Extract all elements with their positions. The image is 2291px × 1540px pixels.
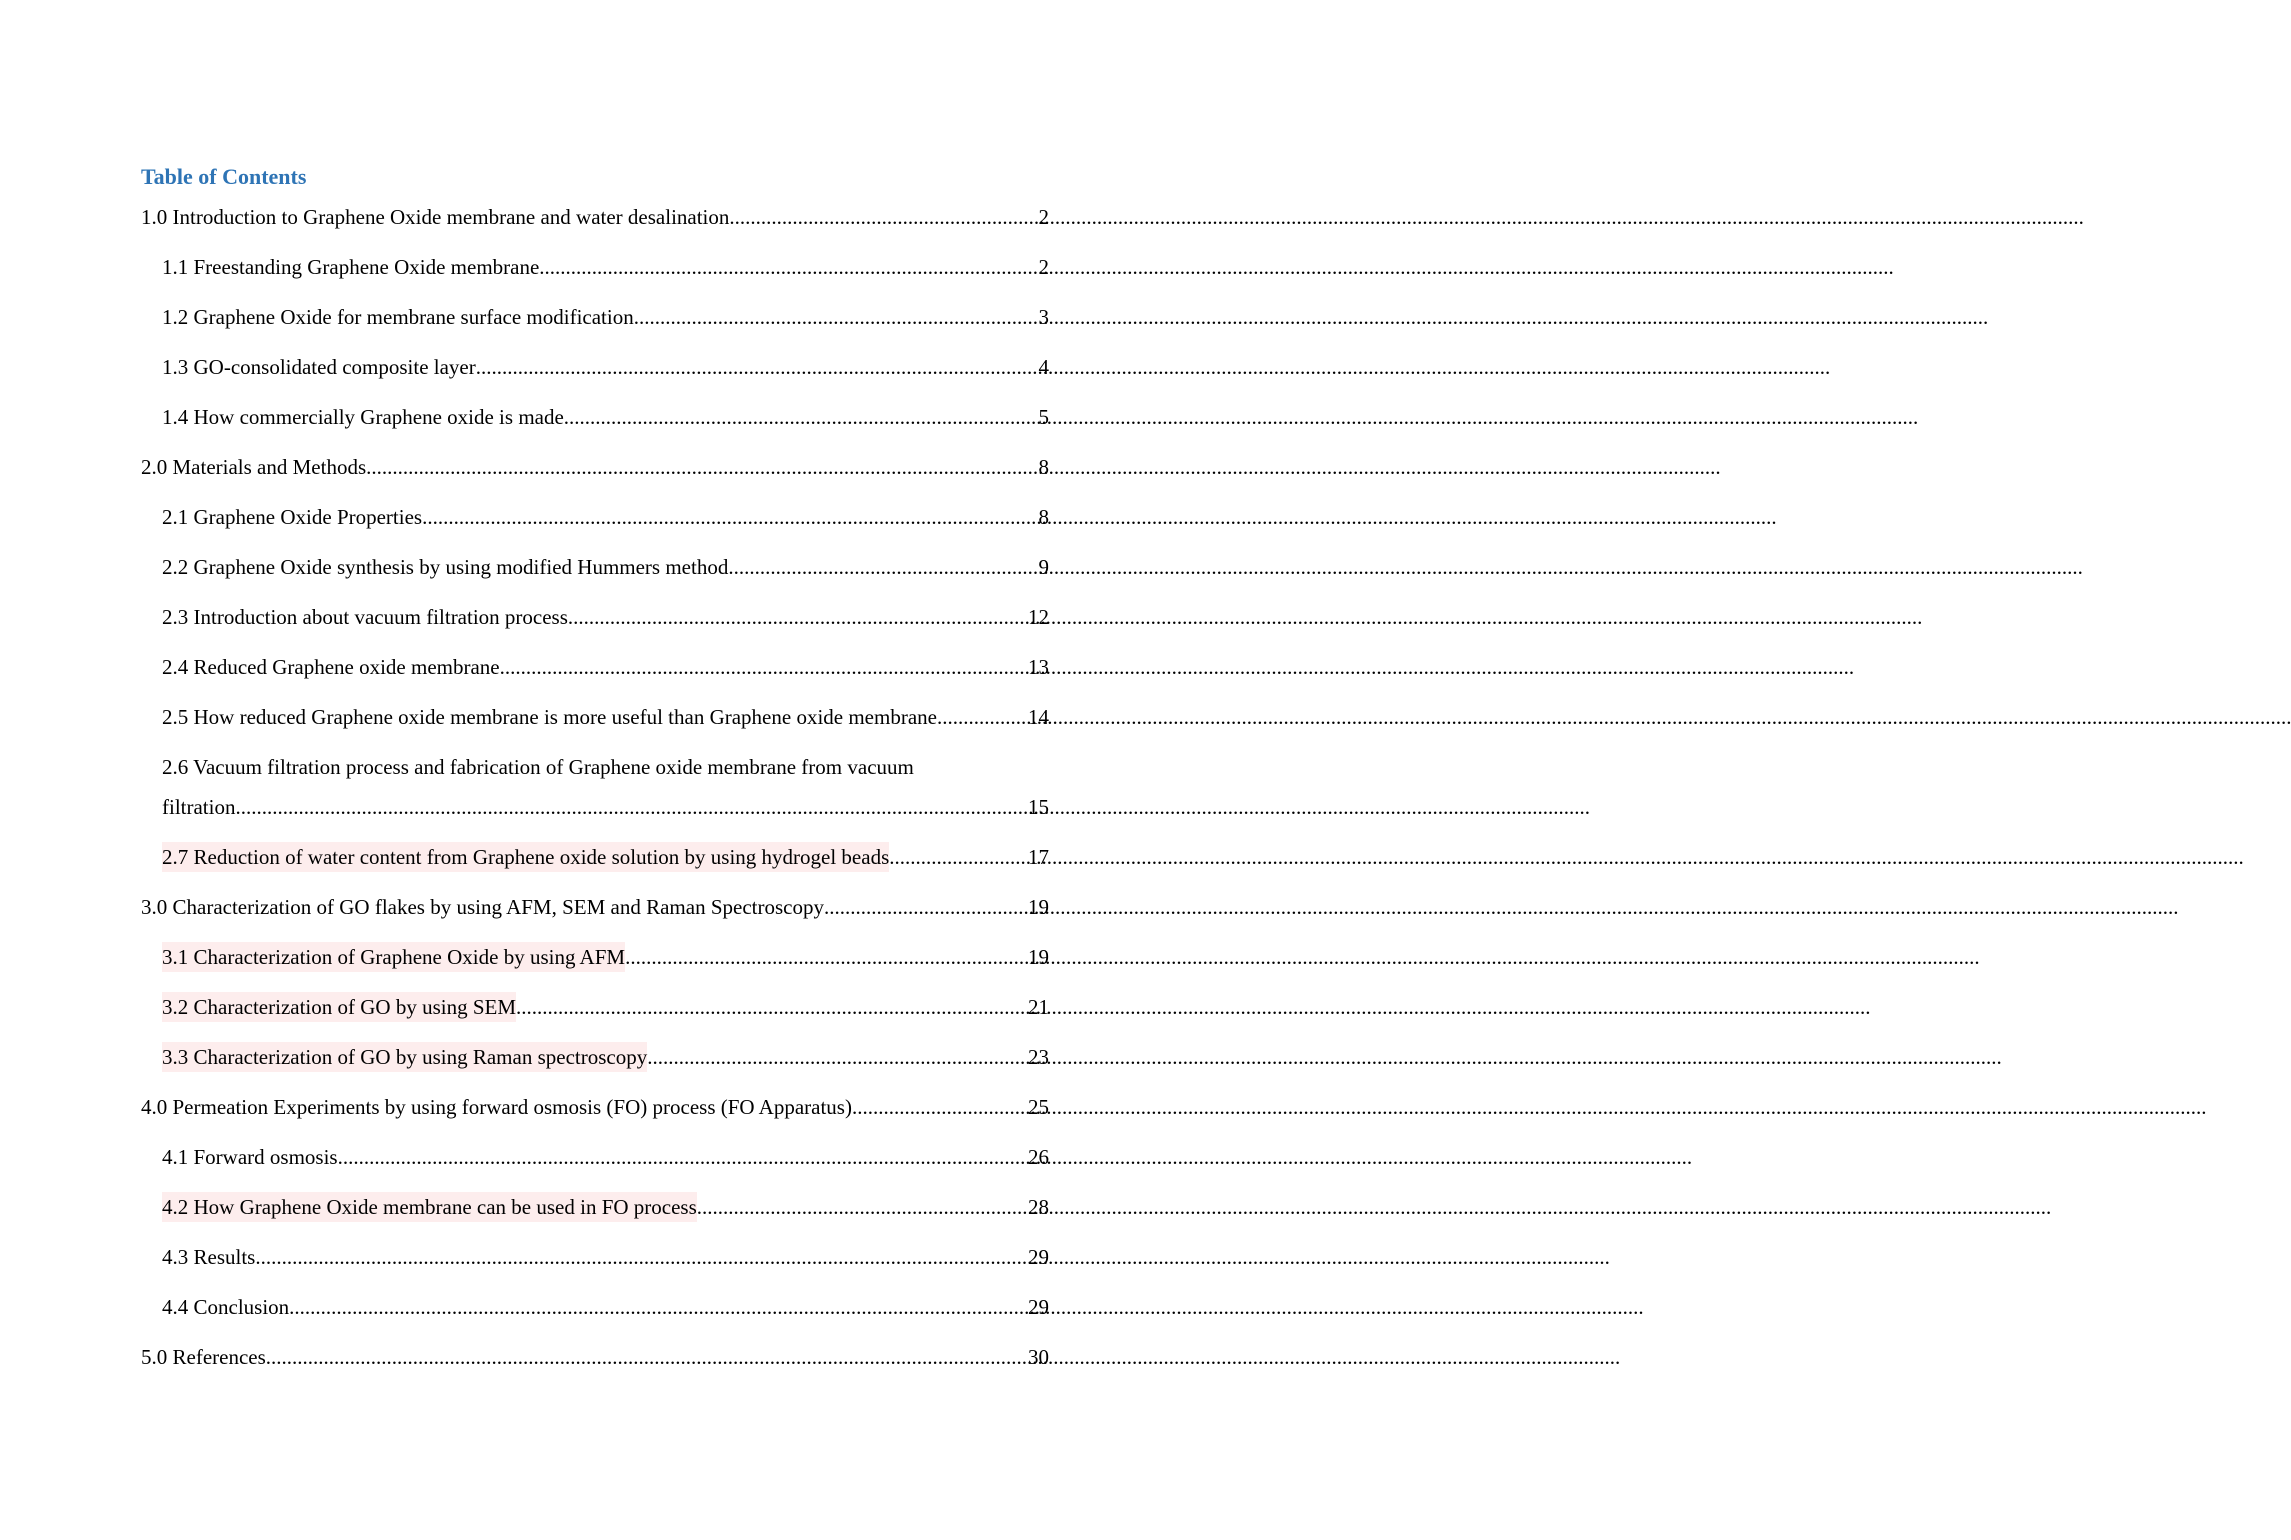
dot-leader: [289, 1292, 1028, 1322]
toc-entry-page: 29: [1028, 1295, 1049, 1319]
dot-leader: [564, 402, 1039, 432]
dot-leader: [539, 252, 1038, 282]
toc-entry-text: 4.2 How Graphene Oxide membrane can be used in FO process: [162, 1192, 697, 1222]
toc-entry-text: 2.2 Graphene Oxide synthesis by using modified Hummers method: [162, 555, 729, 579]
toc-entry-text: 4.1 Forward osmosis: [162, 1145, 338, 1169]
dot-leader: [235, 787, 1028, 827]
toc-entry[interactable]: [162, 1242, 1049, 1272]
toc-entry[interactable]: [162, 842, 1049, 872]
toc-entry-text: 2.6 Vacuum filtration process and fabrication of Graphene oxide membrane from vacuum: [162, 755, 914, 779]
toc-entry-page: 12: [1028, 605, 1049, 629]
dot-leader: [625, 942, 1028, 972]
dot-leader: [266, 1342, 1028, 1372]
toc-entry-page: 8: [1038, 455, 1049, 479]
dot-leader: [422, 502, 1038, 532]
toc-entry[interactable]: [162, 1142, 1049, 1172]
toc-entry-page: 30: [1028, 1345, 1049, 1369]
toc-entry-page: 28: [1028, 1195, 1049, 1219]
toc-entry[interactable]: [162, 402, 1049, 432]
toc-entry-page: 17: [1028, 845, 1049, 869]
toc-entry-page: 8: [1038, 505, 1049, 529]
toc-entry[interactable]: [162, 992, 1049, 1022]
toc-entry-page: 15: [1028, 795, 1049, 819]
toc-entry[interactable]: [162, 252, 1049, 282]
toc-entry-text: 1.3 GO-consolidated composite layer: [162, 355, 476, 379]
toc-entry-text: 4.3 Results: [162, 1245, 256, 1269]
toc-entry-page: 14: [1028, 705, 1049, 729]
toc-title: Table of Contents: [141, 164, 307, 189]
toc-entry[interactable]: [162, 1192, 1049, 1222]
toc-entry[interactable]: [141, 1092, 1049, 1122]
toc-entry[interactable]: [162, 1042, 1049, 1072]
toc-entry-page: 19: [1028, 945, 1049, 969]
dot-leader: [824, 892, 1028, 922]
toc-entry[interactable]: [141, 452, 1049, 482]
dot-leader: [647, 1042, 1028, 1072]
toc-entry[interactable]: [162, 552, 1049, 582]
toc-entry[interactable]: [162, 942, 1049, 972]
toc-entry[interactable]: [162, 352, 1049, 382]
toc-entry-text: 1.0 Introduction to Graphene Oxide membrane and water desalination: [141, 205, 730, 229]
toc-entry-page: 23: [1028, 1045, 1049, 1069]
toc-entry-text: 4.0 Permeation Experiments by using forward osmosis (FO) process (FO Apparatus): [141, 1095, 852, 1119]
toc-entry-text: 2.4 Reduced Graphene oxide membrane: [162, 655, 500, 679]
toc-entry-page: 19: [1028, 895, 1049, 919]
dot-leader: [889, 842, 1028, 872]
dot-leader: [728, 552, 1038, 582]
toc-entry-page: 9: [1038, 555, 1049, 579]
toc-entry-text: 3.1 Characterization of Graphene Oxide by using AFM: [162, 942, 625, 972]
toc-entry-text: 2.3 Introduction about vacuum filtration process: [162, 605, 568, 629]
toc-entry[interactable]: [162, 302, 1049, 332]
toc-entry-text-continued: filtration: [162, 795, 236, 819]
dot-leader: [852, 1092, 1028, 1122]
toc-entry[interactable]: [162, 602, 1049, 632]
toc-entry-page: 2: [1038, 255, 1049, 279]
toc-entry-text: 3.3 Characterization of GO by using Raman spectroscopy: [162, 1042, 647, 1072]
toc-entry-text: 4.4 Conclusion: [162, 1295, 290, 1319]
toc-entry-page: 13: [1028, 655, 1049, 679]
toc-entry[interactable]: [162, 1292, 1049, 1322]
toc-entry-text: 2.0 Materials and Methods: [141, 455, 367, 479]
toc-entry[interactable]: [141, 202, 1049, 232]
toc-entry-text: 3.0 Characterization of GO flakes by using AFM, SEM and Raman Spectroscopy: [141, 895, 824, 919]
toc-entry-page: 25: [1028, 1095, 1049, 1119]
dot-leader: [937, 702, 1028, 732]
toc-entry-page: 21: [1028, 995, 1049, 1019]
toc-entry-page: 3: [1038, 305, 1049, 329]
toc-entry[interactable]: [141, 1342, 1049, 1372]
toc-entry-text: 5.0 References: [141, 1345, 266, 1369]
toc-entry-continuation: [162, 787, 1049, 827]
dot-leader: [634, 302, 1039, 332]
toc-entry-page: 2: [1038, 205, 1049, 229]
toc-entry-page: 29: [1028, 1245, 1049, 1269]
dot-leader: [338, 1142, 1028, 1172]
toc-entry[interactable]: [162, 502, 1049, 532]
dot-leader: [568, 602, 1028, 632]
toc-entry-text: 2.5 How reduced Graphene oxide membrane is more useful than Graphene oxide membrane: [162, 705, 937, 729]
toc-entry-page: 5: [1038, 405, 1049, 429]
toc-entry[interactable]: [162, 747, 1049, 827]
toc-entry-text: 1.2 Graphene Oxide for membrane surface modification: [162, 305, 634, 329]
dot-leader: [366, 452, 1038, 482]
dot-leader: [697, 1192, 1028, 1222]
dot-leader: [516, 992, 1028, 1022]
dot-leader: [476, 352, 1039, 382]
toc-entry-text: 2.7 Reduction of water content from Graphene oxide solution by using hydrogel beads: [162, 842, 889, 872]
toc-entry-page: 26: [1028, 1145, 1049, 1169]
dot-leader: [729, 202, 1038, 232]
toc-entry[interactable]: [162, 652, 1049, 682]
dot-leader: [500, 652, 1028, 682]
toc-entry-text: 1.4 How commercially Graphene oxide is made: [162, 405, 564, 429]
toc-entry-text: 2.1 Graphene Oxide Properties: [162, 505, 423, 529]
toc-entry-page: 4: [1038, 355, 1049, 379]
toc-entry-text: 1.1 Freestanding Graphene Oxide membrane: [162, 255, 540, 279]
toc-entry[interactable]: [141, 892, 1049, 922]
toc-entry-text: 3.2 Characterization of GO by using SEM: [162, 992, 516, 1022]
dot-leader: [255, 1242, 1028, 1272]
toc-entry[interactable]: [162, 702, 1049, 732]
